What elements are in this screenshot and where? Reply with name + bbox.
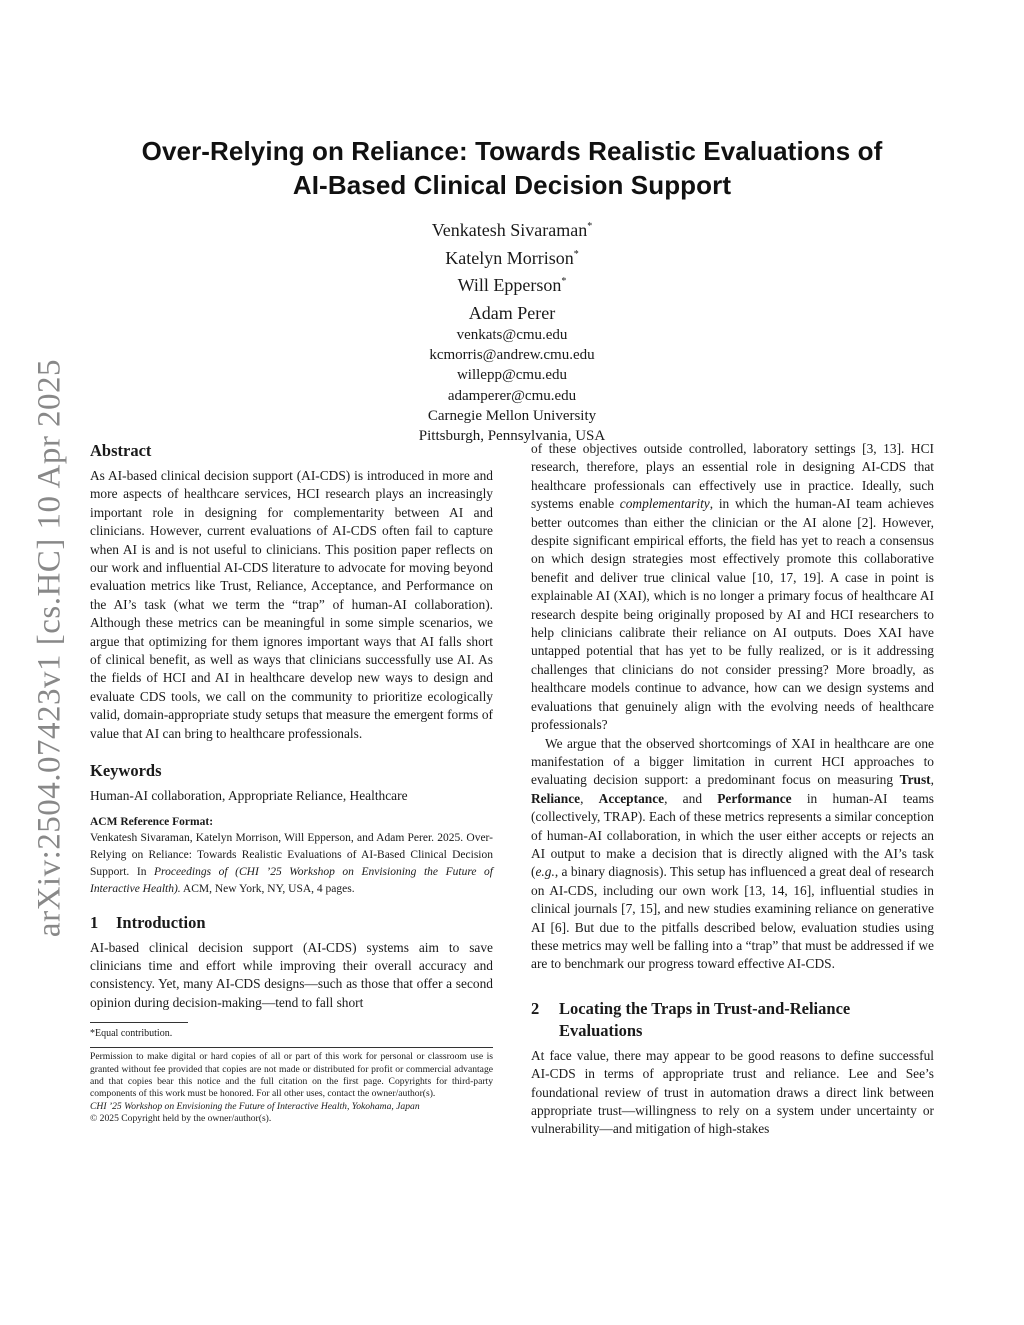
author-name: Will Epperson* xyxy=(457,275,567,295)
permission-notice xyxy=(90,1051,493,1125)
author-email: kcmorris@andrew.cmu.edu xyxy=(429,347,595,364)
copyright-line: © 2025 Copyright held by the owner/author(s). xyxy=(90,1113,272,1125)
author-location: Pittsburgh, Pennsylvania, USA xyxy=(418,428,606,445)
introduction-heading: 1 Introduction xyxy=(90,912,206,932)
section-2-text: At face value, there may appear to be good reasons to define successful AI-CDS in terms of appropriate trust and reliance. Lee and See’s foundational review of trust in automation draws a direct link between appropriate trust—willingness to rely on a system under uncertainty or vulnerability—and mitigation of high-stakes xyxy=(531,1047,934,1137)
left-column xyxy=(90,440,493,1126)
permission-rule xyxy=(90,1047,493,1048)
author-email: venkats@cmu.edu xyxy=(456,327,568,343)
keywords-heading: Keywords xyxy=(90,761,162,781)
introduction-text: AI-based clinical decision support (AI-CDS) systems aim to save clinicians time and effort while improving their overall accuracy and consistency. Yet, many AI-CDS designs—such as those that offer a second opinion during decision-making—tend to fall short xyxy=(90,939,493,1010)
right-column xyxy=(531,440,934,1139)
abstract-text: As AI-based clinical decision support (AI-CDS) is introduced in more and more aspects of healthcare services, HCI research plays an increasingly important role in designing for complementarity between AI and clinicians. However, current evaluations of AI-CDS often fail to capture when AI is and is not useful to clinicians. This position paper reflects on our work and influential AI-CDS literature to advocate for moving beyond evaluation metrics like Trust, Reliance, Acceptance, and Performance on the AI’s task (what we term the “trap” of human-AI collaboration). Although these metrics can be meaningful in some simple scenarios, we argue that optimizing for them ignores important ways that AI falls short of clinical benefit, as well as ways that clinicians successfully use AI. As the fields of HCI and AI in healthcare develop new ways to design and evaluate CDS tools, we call on the community to prioritize ecologically valid, domain-appropriate study setups that measure the emergent forms of value that AI can bring to healthcare professionals. xyxy=(90,468,493,741)
author-affiliation: Carnegie Mellon University xyxy=(427,407,597,424)
author-block xyxy=(260,215,764,446)
acm-reference-text: Venkatesh Sivaraman, Katelyn Morrison, Will Epperson, and Adam Perer. 2025. Over-Relying on Reliance: Towards Realistic Evaluations of AI-Based Clinical Decision Support. In Proceedings of (CHI ’25 Workshop on Envisioning the Future of Interactive Health). ACM, New York, NY, USA, 4 pages. xyxy=(90,831,493,895)
author-email: adamperer@cmu.edu xyxy=(447,387,577,404)
footnote: *Equal contribution. xyxy=(90,1028,173,1040)
title-line-1: Over-Relying on Reliance: Towards Realistic Evaluations of xyxy=(141,136,883,166)
arxiv-id-text: arXiv:2504.07423v1 [cs.HC] 10 Apr 2025 xyxy=(31,358,68,937)
acm-reference-heading: ACM Reference Format: xyxy=(90,815,214,828)
paper-title xyxy=(90,134,934,202)
author-name: Katelyn Morrison* xyxy=(445,247,579,268)
trap-argument-paragraph: We argue that the observed shortcomings of XAI in healthcare are one manifestation of a bigger limitation in current HCI approaches to evaluating decision support: a predominant focus on measuring Trust, Reliance, Acceptance, and Performance in human-AI teams (collectively, TRAP). Each of these metrics represents a similar conception of human-AI collaboration, in which the user either accepts or rejects an AI output to make a decision that is directly aligned with the AI’s task (e.g., a binary diagnosis). This setup has influenced a great deal of research on AI-CDS, including our own work [13, 14, 16], influential studies in clinical journals [7, 15], and new studies examining reliance on generative AI [6]. But due to the pitfalls described below, evaluation studies using these metrics may well be falling into a “trap” that must be addressed if we are to benchmark our progress toward effective AI-CDS. xyxy=(531,735,934,972)
author-name: Adam Perer xyxy=(468,302,556,323)
author-name: Venkatesh Sivaraman* xyxy=(431,220,593,240)
intro-continued-paragraph: of these objectives outside controlled, laboratory settings [3, 13]. HCI research, therefore, plays an essential role in designing AI-CDS that healthcare professionals can effectively use in practice. Ideally, such systems enable complementarity, in which the human-AI team achieves better outcomes than either the clinician or the AI alone [2]. However, despite significant empirical efforts, the field has yet to reach a consensus on which design strategies most effectively promote this collaborative benefit and deliver true clinical value [10, 17, 19]. A case in point is explainable AI (XAI), which is no longer a primary focus of healthcare AI research despite being originally proposed by AI and HCI researchers to help clinicians calibrate their reliance on AI outputs. Does XAI have untapped potential that has yet to be fully realized, or is it addressing challenges that clinicians do not consider pressing? More broadly, as healthcare models continue to advance, how can we design systems and evaluations that genuinely align with the evolving needs of healthcare professionals? xyxy=(531,441,934,733)
keywords-text: Human-AI collaboration, Appropriate Reliance, Healthcare xyxy=(90,788,408,804)
arxiv-identifier xyxy=(30,350,70,945)
author-email: willepp@cmu.edu xyxy=(456,367,568,384)
permission-text: Permission to make digital or hard copies of all or part of this work for personal or classroom use is granted without fee provided that copies are not made or distributed for profit or commercial advantage and that copies bear this notice and the full citation on the first page. Copyrights for third-party components of this work must be honored. For all other uses, contact the owner/author(s). xyxy=(90,1051,493,1100)
footnote-rule xyxy=(90,1022,188,1023)
section-2-heading: 2 Locating the Traps in Trust-and-Reliance Evaluations xyxy=(531,998,851,1040)
workshop-venue: CHI ’25 Workshop on Envisioning the Future of Interactive Health, Yokohama, Japan xyxy=(90,1100,420,1112)
abstract-heading: Abstract xyxy=(90,441,152,460)
title-line-2: AI-Based Clinical Decision Support xyxy=(292,170,732,200)
